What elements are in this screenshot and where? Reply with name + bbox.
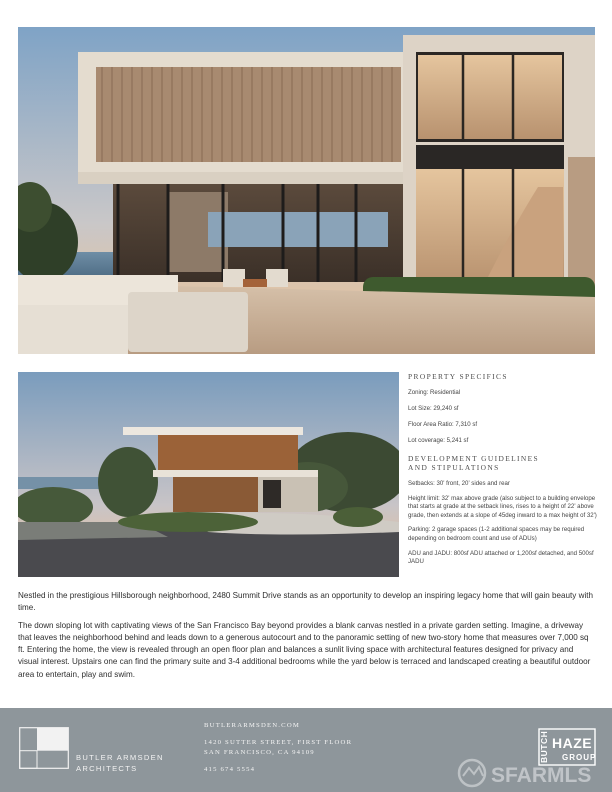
parking-text: Parking: 2 garage spaces (1-2 additional spaces may be required depending on bedroom count and use of ADUs) xyxy=(408,526,585,542)
website-link[interactable]: BUTLERARMSDEN.COM xyxy=(204,722,301,729)
exterior-rendering-image xyxy=(18,372,399,577)
brand-line-1: BUTLER ARMSDEN xyxy=(76,753,164,762)
coverage-text: Lot coverage: 5,241 sf xyxy=(408,437,469,444)
butler-armsden-logo-icon xyxy=(19,727,69,769)
property-specifics-heading: PROPERTY SPECIFICS xyxy=(408,372,508,381)
address-line-2: SAN FRANCISCO, CA 94109 xyxy=(204,749,315,756)
lot-size-text: Lot Size: 29,240 sf xyxy=(408,405,459,412)
partner-line-2: HAZE xyxy=(552,735,593,751)
description-text xyxy=(18,590,596,681)
height-limit-text: Height limit: 32' max above grade (also subject to a building envelope that starts at grade at the setback lines, rises to a height of 22' above grade, then extends at a slope of 45deg inward to a max height of 32') xyxy=(408,494,597,519)
far-text: Floor Area Ratio: 7,310 sf xyxy=(408,421,478,428)
hero-rendering-image xyxy=(18,27,595,354)
partner-line-3: GROUP xyxy=(562,753,596,762)
guidelines-heading-line1: DEVELOPMENT GUIDELINES xyxy=(408,454,540,463)
phone-number[interactable]: 415 674 5554 xyxy=(204,766,256,773)
property-specifics-panel xyxy=(408,372,598,567)
adu-text: ADU and JADU: 800sf ADU attached or 1,200sf detached, and 500sf JADU xyxy=(408,549,594,566)
sfarmls-watermark xyxy=(455,756,605,790)
brand-line-2: ARCHITECTS xyxy=(76,763,138,773)
footer-bar xyxy=(0,708,612,792)
setbacks-text: Setbacks: 30' front, 20' sides and rear xyxy=(408,480,510,487)
guidelines-heading-line2: AND STIPULATIONS xyxy=(408,463,500,472)
architect-brand xyxy=(76,753,164,774)
zoning-text: Zoning: Residential xyxy=(408,389,461,396)
partner-line-1: BUTCH xyxy=(539,730,549,763)
address-line-1: 1420 SUTTER STREET, FIRST FLOOR xyxy=(204,739,353,746)
contact-info xyxy=(204,721,352,775)
description-paragraph-1: Nestled in the prestigious Hillsborough neighborhood, 2480 Summit Drive stands as an opportunity to develop an inspiring legacy home that will gain beauty with time. xyxy=(18,591,593,613)
watermark-text: SFARMLS xyxy=(491,764,592,787)
description-paragraph-2: The down sloping lot with captivating views of the San Francisco Bay beyond provides a blank canvas nestled in a private garden setting. Imagine, a driveway that leaves the neighborhood behind and leads down to a generous autocourt and to the panoramic setting of new two-story home that measures over 7,000 sq ft. Entering the home, the view is revealed through an open floor plan and balances a sunlit living space with architectural features designed for privacy and visual interest. Upstairs one can find the primary suite and 3-4 additional bedrooms while the yard below is terraced and landscaped creating a beautiful outdoor area to entertain, play and swim. xyxy=(18,621,591,679)
